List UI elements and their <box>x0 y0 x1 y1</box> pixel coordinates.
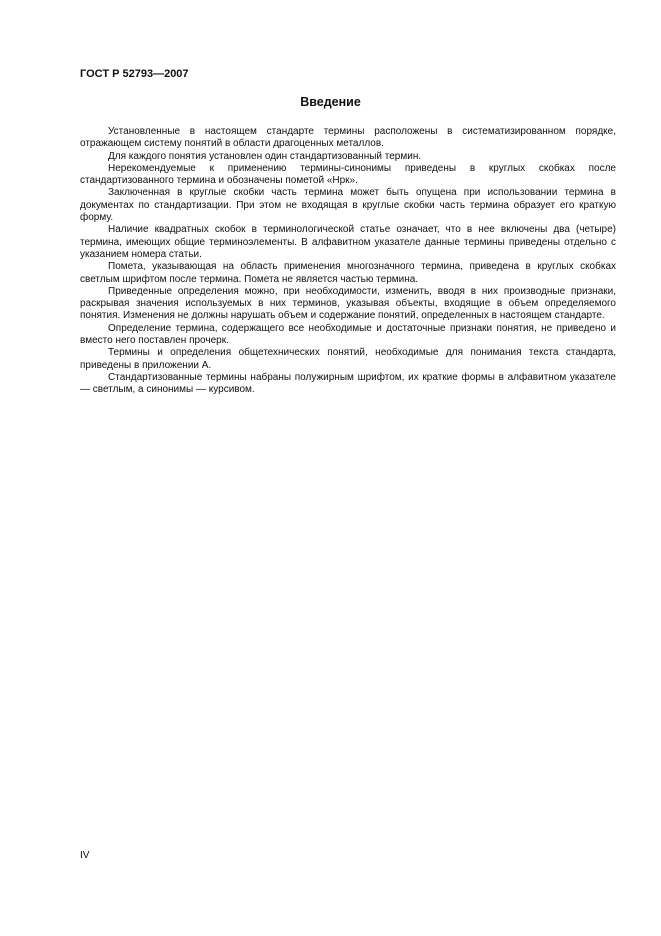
paragraph: Заключенная в круглые скобки часть термина может быть опущена при использовании термина в документах по стандартизации. При этом не входящая в круглые скобки часть термина образует его краткую форму. <box>80 187 616 224</box>
paragraph: Термины и определения общетехнических понятий, необходимые для понимания текста стандарта, приведены в приложении А. <box>80 347 616 371</box>
paragraph: Для каждого понятия установлен один стандартизованный термин. <box>108 150 422 162</box>
paragraph: Приведенные определения можно, при необходимости, изменить, вводя в них производные признаки, раскрывая значения используемых в них терминов, указывая объекты, входящие в объем определяемого понятия. Изменения не должны нарушать объем и содержание понятий, определенных в настоящем стандарте. <box>80 285 616 322</box>
paragraph: Стандартизованные термины набраны полужирным шрифтом, их краткие формы в алфавитном указателе — светлым, а синонимы — курсивом. <box>80 371 616 396</box>
paragraph: Помета, указывающая на область применения многозначного термина, приведена в круглых скобках светлым шрифтом после термина. Помета не является частью термина. <box>80 261 616 285</box>
paragraph: Наличие квадратных скобок в терминологической статье означает, что в нее включены два (четыре) термина, имеющих общие терминоэлементы. В алфавитном указателе данные термины приведены отдельно с указанием номера статьи. <box>80 224 616 260</box>
paragraph: Установленные в настоящем стандарте термины расположены в систематизированном порядке, отражающем систему понятий в области драгоценных металлов. <box>80 126 616 150</box>
paragraph: Определение термина, содержащего все необходимые и достаточные признаки понятия, не приведено и вместо него поставлен прочерк. <box>80 322 616 347</box>
paragraph: Нерекомендуемые к применению термины-синонимы приведены в круглых скобках после стандартизованного термина и обозначены пометой «Нрк». <box>80 162 616 187</box>
document-id: ГОСТ Р 52793—2007 <box>80 68 189 80</box>
page-number: IV <box>80 850 90 861</box>
body-text <box>80 126 616 397</box>
section-title: Введение <box>300 95 361 109</box>
